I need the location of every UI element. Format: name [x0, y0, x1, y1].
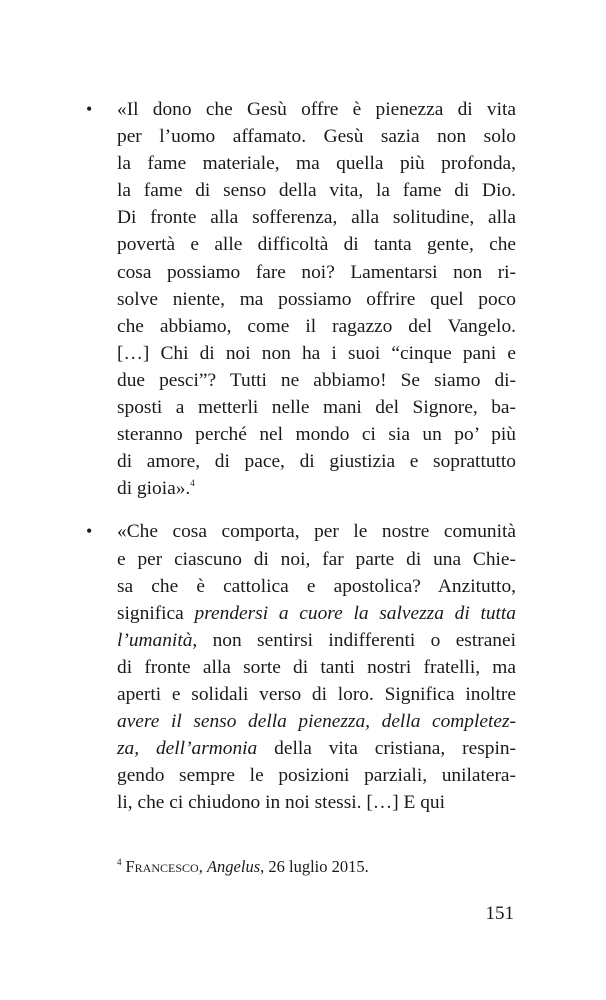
bullet-icon: • [86, 99, 93, 119]
text-line [117, 421, 516, 448]
italic-text: prendersi a cuore la salvezza di tutta [194, 602, 516, 624]
text-line [117, 259, 516, 286]
text-line [117, 177, 516, 204]
text-line [117, 96, 516, 123]
text-line [117, 448, 516, 475]
text-run: gendo sempre le posizioni parziali, unilatera- [117, 765, 516, 787]
text-run: significa [117, 602, 195, 624]
text-line [117, 394, 516, 421]
footnote: $^4$ Francesco, Angelus, 26 luglio 2015. [117, 857, 369, 876]
text-line [117, 231, 516, 258]
text-line [117, 681, 516, 708]
footnote-work: Angelus [206, 857, 261, 876]
text-run: Di fronte alla sofferenza, alla solitudine, alla [117, 207, 516, 229]
text-line [117, 627, 516, 654]
text-line [117, 475, 516, 502]
text-run: povertà e alle difficoltà di tanta gente, che [117, 234, 516, 256]
quote-item [86, 518, 516, 816]
text-run: «Che cosa comporta, per le nostre comunità [117, 521, 516, 543]
text-run: steranno perché nel mondo ci sia un po’ più [117, 424, 516, 446]
quote-item [86, 96, 516, 502]
footnote-details: , 26 luglio 2015. [260, 857, 369, 876]
footnote-ref: 4 [190, 478, 195, 489]
text-line [117, 546, 516, 573]
text-run: la fame materiale, ma quella più profonda, [117, 153, 516, 175]
text-line [117, 789, 516, 816]
text-run: , non sentirsi indifferenti o estranei [192, 629, 516, 651]
footnote-author: Francesco [125, 857, 199, 876]
text-line [117, 313, 516, 340]
text-line [117, 123, 516, 150]
text-line [117, 762, 516, 789]
text-run: […] Chi di noi non ha i suoi “cinque pani e [117, 342, 516, 364]
text-run: della vita cristiana, respin- [257, 738, 516, 760]
text-run: che abbiamo, come il ragazzo del Vangelo. [117, 315, 516, 337]
quote-list [86, 96, 516, 832]
text-line [117, 150, 516, 177]
footnote-number: 4 [117, 857, 122, 867]
text-run: e per ciascuno di noi, far parte di una Chie- [117, 548, 516, 570]
text-line [117, 518, 516, 545]
text-line [117, 367, 516, 394]
text-run: la fame di senso della vita, la fame di Dio. [117, 180, 516, 202]
italic-text: l’umanità [117, 629, 193, 651]
text-line [117, 735, 516, 762]
text-run: di fronte alla sorte di tanti nostri fratelli, ma [117, 656, 516, 678]
bullet-icon: • [86, 521, 93, 542]
text-line [117, 204, 516, 231]
text-line [117, 708, 516, 735]
text-run: aperti e solidali verso di loro. Significa inoltre [117, 683, 516, 705]
text-run: sposti a metterli nelle mani del Signore, ba- [117, 397, 516, 419]
text-run: solve niente, ma possiamo offrire quel poco [117, 288, 516, 310]
text-line [117, 286, 516, 313]
text-run: cosa possiamo fare noi? Lamentarsi non ri- [117, 261, 516, 283]
text-run: di gioia». [117, 478, 191, 500]
text-run: sa che è cattolica e apostolica? Anzitutto, [117, 575, 516, 597]
page-number: 151 [485, 903, 514, 924]
text-line [117, 340, 516, 367]
text-line [117, 600, 516, 627]
text-run: «Il dono che Gesù offre è pienezza di vita [117, 99, 516, 120]
text-run: di amore, di pace, di giustizia e soprattutto [117, 451, 516, 473]
text-run: li, che ci chiudono in noi stessi. […] E qui [117, 792, 445, 814]
text-run: per l’uomo affamato. Gesù sazia non solo [117, 126, 516, 148]
italic-text: za, dell’armonia [117, 738, 258, 760]
text-line [117, 654, 516, 681]
text-run: due pesci”? Tutti ne abbiamo! Se siamo di- [117, 369, 516, 391]
italic-text: avere il senso della pienezza, della completez- [117, 711, 516, 733]
text-line [117, 573, 516, 600]
